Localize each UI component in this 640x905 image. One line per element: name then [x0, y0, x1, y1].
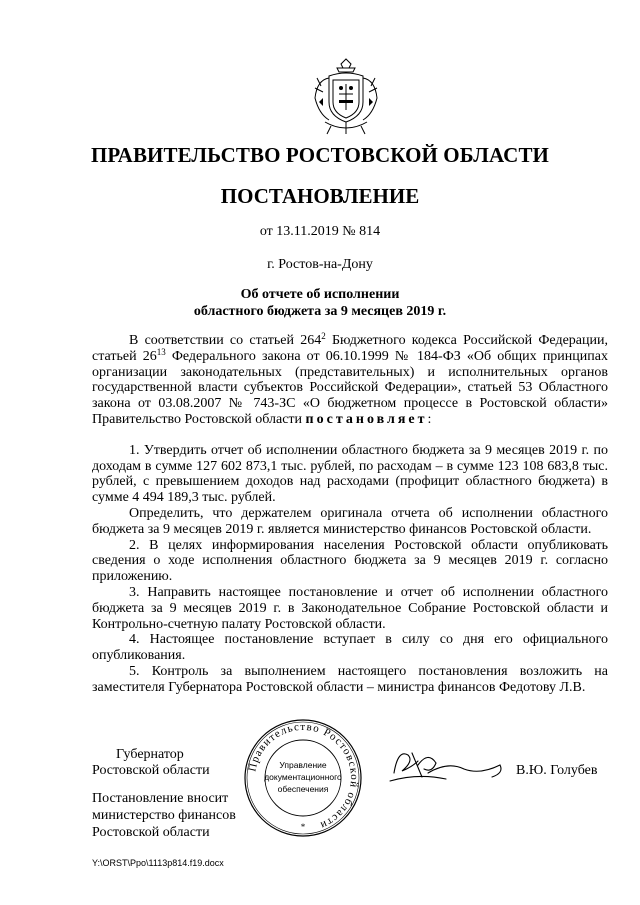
document-subject: [0, 286, 640, 320]
official-stamp: [243, 716, 363, 840]
preamble-text-2: Бюджетного кодекса Российской Федерации, статьей 26: [92, 333, 608, 364]
item-3-paragraph: 3. Направить настоящее постановление и отчет об исполнении областного бюджета за 9 месяцев 2019 г. в Законодательное Собрание Ростовской области и Контрольно-счетную палату Ростовской области.: [92, 584, 608, 632]
item-1-holder-paragraph: Определить, что держателем оригинала отчета об исполнении областного бюджета за 9 месяцев 2019 г. является министерство финансов Ростовской области.: [92, 505, 608, 537]
submitted-by-line-3: Ростовской области: [92, 825, 210, 840]
preamble-text-1: В соответствии со статьей 264: [129, 333, 322, 348]
preamble-paragraph: [92, 333, 608, 428]
signatory-title: [92, 747, 210, 779]
signatory-title-line-2: Ростовской области: [92, 763, 210, 778]
signatory-title-line-1: Губернатор: [116, 747, 184, 762]
preamble-sup-2: 13: [156, 346, 166, 357]
item-2-paragraph: 2. В целях информирования населения Ростовской области опубликовать сведения о ходе исполнения областного бюджета за 9 месяцев 2019 г. согласно приложению.: [92, 537, 608, 585]
file-path-footer: Y:\ORST\Ppo\1113p814.f19.docx: [92, 858, 224, 868]
subject-line-1: Об отчете об исполнении: [240, 287, 400, 302]
item-5-paragraph: 5. Контроль за выполнением настоящего постановления возложить на заместителя Губернатора Ростовской области – министра финансов Федотову Л.В.: [92, 663, 608, 695]
stamp-inner-line-1: Управление: [279, 760, 327, 770]
stamp-inner-line-2: документационного: [264, 772, 342, 782]
preamble-text-3: Федерального закона от 06.10.1999 № 184-ФЗ «Об общих принципах организации законодательных (представительных) и исполнительных органов государственной власти субъектов Российской Федерации», статьей 53 Областного закона от 03.08.2007 № 743-ЗС «О бюджетном процессе в Ростовской области» Правительство Ростовской области: [92, 348, 608, 427]
document-type-title: ПОСТАНОВЛЕНИЕ: [220, 184, 420, 208]
stamp-star-icon: *: [300, 822, 306, 832]
stamp-inner-line-3: обеспечения: [277, 784, 329, 794]
submitted-by-line-1: Постановление вносит: [92, 791, 229, 806]
item-1-paragraph: 1. Утвердить отчет об исполнении областного бюджета за 9 месяцев 2019 г. по доходам в сумме 127 602 873,1 тыс. рублей, по расходам – в сумме 123 108 683,8 тыс. рублей, с превышением доходов над расходами (профицит областного бюджета) в сумме 4 494 189,3 тыс. рублей.: [92, 442, 608, 506]
preamble-colon: :: [427, 411, 432, 427]
subject-line-2: областного бюджета за 9 месяцев 2019 г.: [193, 304, 447, 319]
decree-word: постановляет: [305, 411, 428, 427]
item-4-paragraph: 4. Настоящее постановление вступает в силу со дня его официального опубликования.: [92, 632, 608, 664]
submitted-by-line-2: министерство финансов: [92, 808, 236, 823]
city-line: г. Ростов-на-Дону: [267, 257, 373, 272]
coat-of-arms-emblem: [311, 58, 381, 136]
submitted-by: [92, 790, 236, 841]
document-body: [92, 333, 608, 696]
preamble-sup-1: 2: [321, 331, 326, 341]
organization-title: ПРАВИТЕЛЬСТВО РОСТОВСКОЙ ОБЛАСТИ: [91, 143, 549, 167]
stamp-ring-text: Правительство Ростовской области: [246, 720, 361, 832]
handwritten-signature: [388, 743, 508, 787]
date-and-number: от 13.11.2019 № 814: [259, 224, 381, 239]
signatory-name: В.Ю. Голубев: [516, 763, 598, 778]
